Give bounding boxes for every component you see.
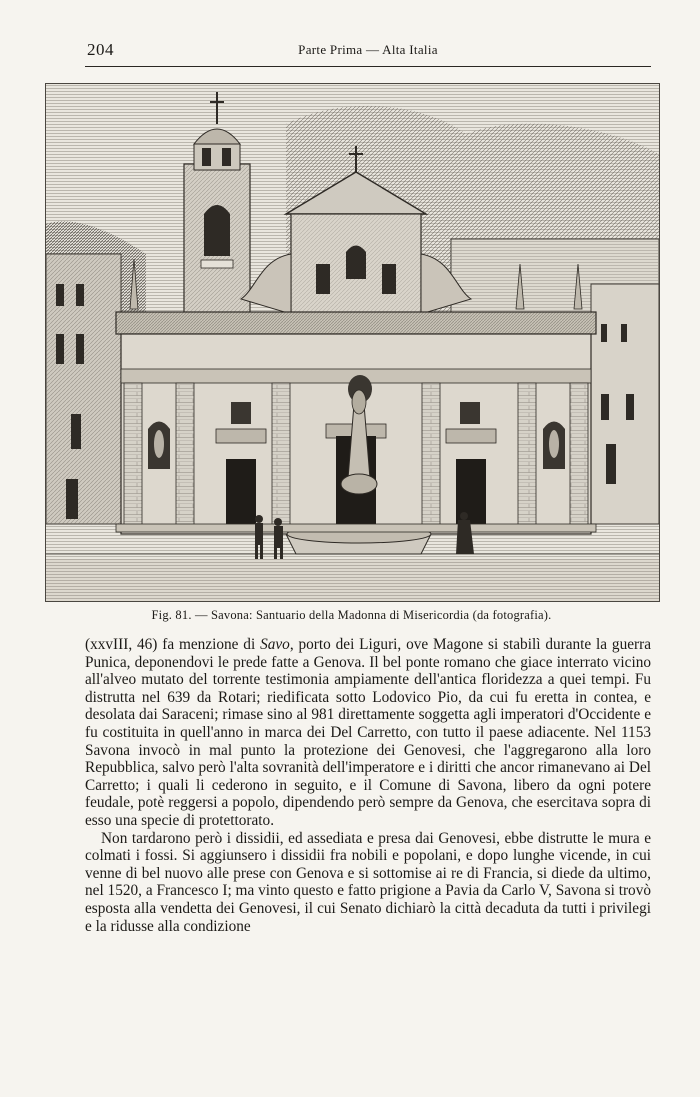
paragraph-1-savo: Savo	[260, 636, 290, 653]
paragraph-1	[85, 636, 651, 830]
body-text	[85, 636, 651, 935]
paragraph-1-rest: , porto dei Liguri, ove Magone si stabilì durante la guerra Punica, deponendovi le prede fatte a Genova. Il bel ponte romano che giace interrato vicino all'alveo mutato del torrente testimonia ampiamente dell'antica floridezza a quei tempi. Fu distrutta nel 639 da Rotari; riedificata sotto Lodovico Pio, da cui fu eretta in contea, e desolata dai Saraceni; rimase sino al 981 direttamente soggetta agli imperatori d'Occidente e fu costituita in quell'anno in marca dei Del Carretto, con tutto il paese adiacente. Nel 1153 Savona invocò in mal punto la protezione dei Genovesi, che l'aggregarono alla loro Repubblica, salvo però l'alta sovranità dell'imperatore e i diritti che ancor rimanevano ai Del Carretto; i quali li cederono in seguito, e il Comune di Savona, libero da ogni potere feudale, potè reggersi a popolo, dipendendo però sempre da Genova, che esercitava sopra di esso una specie di protettorato.	[85, 636, 651, 829]
header-rule	[85, 66, 651, 67]
figure-caption: Fig. 81. — Savona: Santuario della Madonna di Misericordia (da fotografia).	[151, 608, 552, 622]
paragraph-1-start: (xxvIII, 46) fa menzione di	[85, 636, 261, 653]
running-title: Parte Prima — Alta Italia	[298, 42, 438, 57]
page-header	[85, 36, 651, 62]
paragraph-2: Non tardarono però i dissidii, ed assediata e presa dai Genovesi, ebbe distrutte le mura e colmati i fossi. Si aggiunsero i dissidii fra nobili e popolani, e dopo lunghe vicende, in cui venne di bel nuovo alle prese con Genova e si sottomise ai re di Francia, si diede da ultimo, nel 1520, a Francesco I; ma vinto questo e fatto prigione a Pavia da Carlo V, Savona si trovò esposta alla vendetta dei Genovesi, il cui Senato dichiarò la città decaduta da tutti i privilegi e la ridusse alla condizione	[85, 829, 651, 935]
engraving-illustration	[45, 83, 660, 602]
page-number: 204	[87, 40, 114, 59]
